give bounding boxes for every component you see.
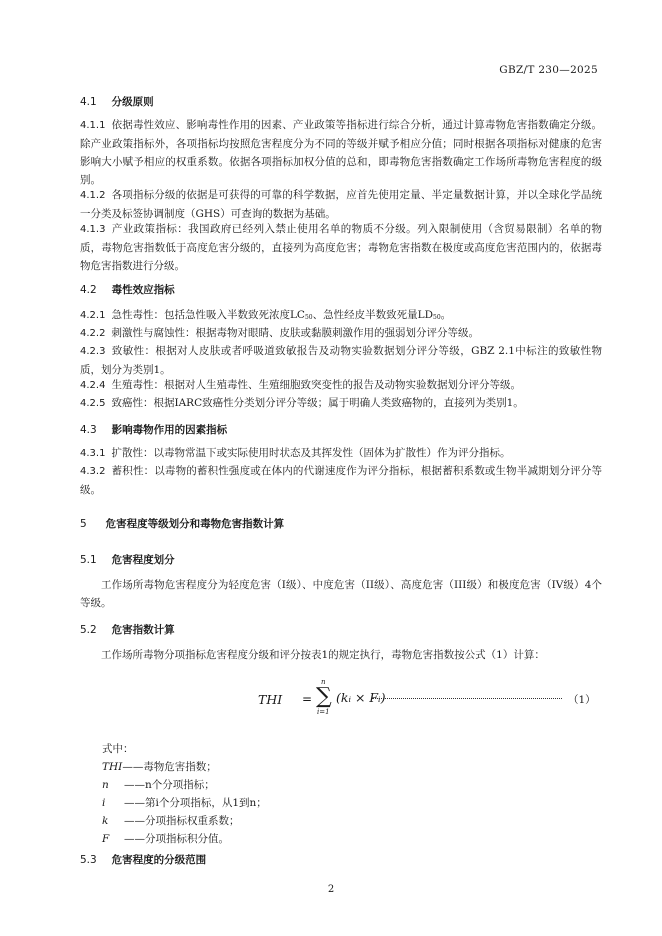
- where-symbol: k: [102, 815, 109, 827]
- sum-lower-limit: i=1: [317, 708, 330, 716]
- where-symbol: i: [102, 797, 106, 809]
- paragraph-text: 工作场所毒物危害程度分为轻度危害（I级）、中度危害（II级）、高度危害（III级）和极度危害（IV级）4个等级。: [80, 579, 602, 609]
- heading-5-3: [80, 852, 206, 867]
- where-item: [102, 830, 229, 848]
- clause-number: 4.1.2: [80, 190, 106, 201]
- clause-4-3-2: [80, 462, 602, 499]
- clause-number: 4.2.3: [80, 346, 106, 357]
- dot-leader: [372, 698, 562, 699]
- heading-4-3: [80, 422, 227, 437]
- heading-number: 5: [80, 518, 87, 530]
- where-symbol: THI: [102, 761, 123, 773]
- clause-text: 扩散性：以毒物常温下或实际使用时状态及其挥发性（固体为扩散性）作为评分指标。: [111, 447, 511, 459]
- standard-code: GBZ/T 230—2025: [499, 64, 598, 76]
- heading-number: 5.2: [80, 624, 97, 636]
- clause-number: 4.1.3: [80, 224, 106, 235]
- clause-text: 。: [440, 309, 452, 321]
- heading-number: 4.1: [80, 96, 97, 108]
- where-description: ——n个分项指标；: [124, 779, 215, 791]
- where-description: ——毒物危害指数；: [122, 761, 217, 773]
- clause-4-2-3: [80, 342, 602, 379]
- paragraph-5-2: [80, 646, 602, 664]
- clause-4-1-2: [80, 186, 602, 223]
- heading-number: 4.3: [80, 424, 97, 436]
- heading-title: 毒性效应指标: [111, 284, 175, 296]
- subscript: 50: [433, 314, 441, 321]
- heading-title: 危害程度的分级范围: [111, 854, 207, 866]
- formula-lhs: THI: [258, 692, 283, 707]
- formula-term: (kᵢ × Fᵢ): [336, 690, 386, 705]
- clause-text: 依据毒性效应、影响毒性作用的因素、产业政策等指标进行综合分析，通过计算毒物危害指数确定分级。除产业政策指标外，各项指标均按照危害程度分为不同的等级并赋予相应分值；同时根据各项指标对健康的危害影响大小赋予相应的权重系数。依据各项指标加权分值的总和，即毒物危害指数确定工作场所毒物危害程度的级别。: [80, 119, 602, 186]
- subscript: 50: [304, 314, 313, 321]
- where-item: [102, 776, 215, 794]
- heading-4-1: [80, 94, 154, 109]
- clause-4-2-4: [80, 376, 602, 395]
- heading-title: 影响毒物作用的因素指标: [111, 424, 228, 436]
- heading-5-2: [80, 622, 175, 637]
- clause-number: 4.3.1: [80, 448, 106, 459]
- heading-number: 4.2: [80, 284, 97, 296]
- clause-4-1-1: [80, 116, 602, 189]
- heading-5: [80, 516, 284, 531]
- heading-number: 5.3: [80, 854, 97, 866]
- clause-text: 产业政策指标：我国政府已经列入禁止使用名单的物质不分级。列入限制使用（含贸易限制）名单的物质，毒物危害指数低于高度危害分级的，直接列为高度危害；毒物危害指数在极度或高度危害范围内的，依据毒物危害指数进行分级。: [80, 223, 602, 272]
- paragraph-text: 工作场所毒物分项指标危害程度分级和评分按表1的规定执行，毒物危害指数按公式（1）计算：: [101, 649, 545, 661]
- summation-symbol: ∑: [316, 684, 332, 709]
- where-intro: 式中：: [102, 743, 134, 755]
- where-item: [102, 794, 267, 812]
- clause-text: 致癌性：根据IARC致癌性分类划分评分等级；属于明确人类致癌物的，直接列为类别1。: [111, 397, 524, 409]
- sum-upper-limit: n: [321, 678, 326, 686]
- clause-text: 刺激性与腐蚀性：根据毒物对眼睛、皮肤或黏膜刺激作用的强弱划分评分等级。: [111, 327, 479, 339]
- clause-number: 4.2.1: [80, 310, 106, 321]
- clause-text: 各项指标分级的依据是可获得的可靠的科学数据，应首先使用定量、半定量数据计算，并以全球化学品统一分类及标签协调制度（GHS）可查询的数据为基础。: [80, 189, 602, 220]
- clause-number: 4.3.2: [80, 466, 106, 477]
- clause-number: 4.1.1: [80, 120, 106, 131]
- where-symbol: F: [102, 833, 110, 845]
- clause-4-1-3: [80, 220, 602, 275]
- heading-title: 危害程度划分: [111, 554, 175, 566]
- paragraph-5-1: [80, 576, 602, 612]
- clause-number: 4.2.2: [80, 328, 106, 339]
- where-description: ——第i个分项指标，从1到n；: [124, 797, 267, 809]
- clause-text: 、急性经皮半数致死量LD: [312, 309, 434, 321]
- heading-4-2: [80, 282, 175, 297]
- clause-number: 4.2.5: [80, 398, 106, 409]
- where-item: [102, 812, 240, 830]
- heading-5-1: [80, 552, 175, 567]
- clause-4-2-5: [80, 394, 602, 413]
- where-description: ——分项指标权重系数；: [124, 815, 240, 827]
- formula-equals: =: [302, 692, 313, 706]
- page-number: 2: [327, 884, 335, 895]
- formula-1: [258, 678, 602, 720]
- formula-number: （1）: [568, 694, 596, 706]
- heading-title: 分级原则: [111, 96, 154, 108]
- heading-title: 危害指数计算: [111, 624, 175, 636]
- clause-text: 急性毒性：包括急性吸入半数致死浓度LC: [111, 309, 305, 321]
- where-item: [102, 758, 217, 776]
- clause-text: 蓄积性：以毒物的蓄积性强度或在体内的代谢速度作为评分指标，根据蓄积系数或生物半减期划分评分等级。: [80, 465, 602, 496]
- clause-4-3-1: [80, 444, 602, 463]
- clause-4-2-2: [80, 324, 602, 343]
- clause-text: 生殖毒性：根据对人生殖毒性、生殖细胞致突变性的报告及动物实验数据划分评分等级。: [111, 379, 521, 391]
- clause-text: 致敏性：根据对人皮肤或者呼吸道致敏报告及动物实验数据划分评分等级，GBZ 2.1中标注的致敏性物质，划分为类别1。: [80, 345, 602, 376]
- where-symbol: n: [102, 779, 109, 791]
- where-description: ——分项指标积分值。: [124, 833, 229, 845]
- heading-number: 5.1: [80, 554, 97, 566]
- heading-title: 危害程度等级划分和毒物危害指数计算: [105, 518, 285, 530]
- clause-number: 4.2.4: [80, 380, 106, 391]
